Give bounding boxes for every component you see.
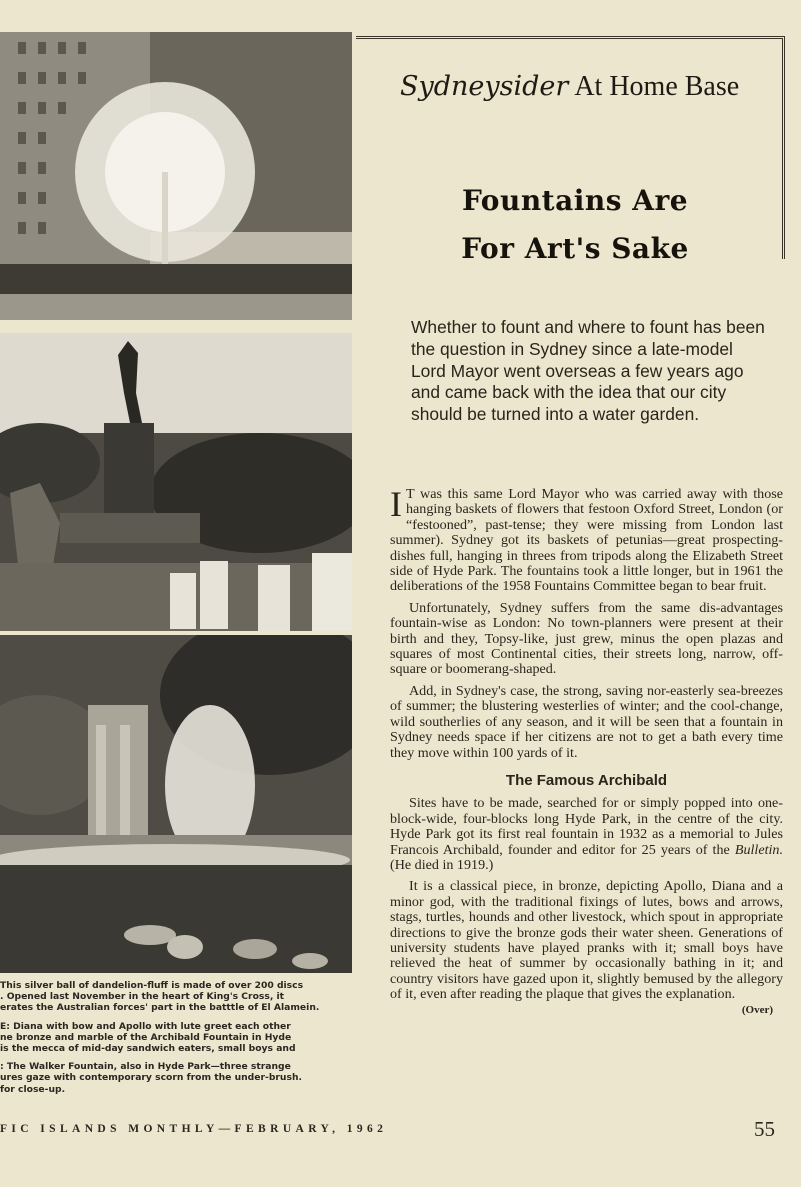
photo-captions (0, 980, 352, 1102)
paragraph-5 (390, 878, 783, 1016)
title-box (356, 36, 785, 265)
caption-2: E: Diana with bow and Apollo with lute greet each other ne bronze and marble of the Archibald Fountain in Hyde is the mecca of mid-day sandwich eaters, small boys and (0, 1020, 296, 1055)
paragraph-3: Add, in Sydney's case, the strong, saving nor-easterly sea-breezes of summer; the blustering westerlies of winter; and the cool-change, wild southerlies of any season, and it will be seen that a fountain in Sydney needs space if her citizens are not to get a bath every time they move within 100 yards of it. (390, 682, 783, 761)
headline-line-1: Fountains Are (461, 184, 689, 217)
bulletin-title: Bulletin. (734, 841, 783, 858)
column-subtitle: At Home Base (574, 71, 740, 102)
paragraph-4 (390, 796, 783, 873)
continued-marker: (Over) (741, 1003, 773, 1016)
drop-cap: I (390, 484, 402, 524)
paragraph-5-text: It is a classical piece, in bronze, depicting Apollo, Diana and a minor god, with the traditional fixings of lutes, bows and arrows, stags, turtles, hounds and other livestock, which spout in appropriate directions to give the bronze gods their water sheen. Generations of university students have played pranks with it; small boys have relieved the heat of summer by occasionally bathing in it; and country visitors have gazed upon it, slightly bemused by the allegory of it, even after reading the plaque that gives the explanation. (390, 878, 783, 1003)
page-footer (0, 1117, 801, 1141)
photo-archibald-fountain (0, 333, 352, 631)
caption-3: : The Walker Fountain, also in Hyde Park—three strange ures gaze with contemporary scorn from the under-brush. for close-up. (0, 1061, 302, 1095)
article-intro: Whether to fount and where to fount has been the question in Sydney since a late-model Lord Mayor went overseas a few years ago and came back with the idea that our city should be turned into a water garden. (411, 317, 765, 425)
headline-line-2: For Art's Sake (461, 232, 689, 265)
column-brand: Sydneysider (400, 71, 569, 102)
paragraph-1 (390, 484, 783, 595)
paragraph-2: Unfortunately, Sydney suffers from the same dis-advantages fountain-wise as London: No town-planners were present at their birth and they, Topsy-like, just grew, minus the open plazas and squares of most Continental cities, their streets long, narrow, off-square or boomerang-shaped. (390, 599, 783, 678)
photo-walker-fountain (0, 635, 352, 973)
paragraph-1-text: T was this same Lord Mayor who was carried away with those hanging baskets of flowers that festoon Oxford Street, London (or “festooned”, past-tense; they were missing from London last summer). Sydney got its baskets of petunias—great prospecting-dishes full, hanging in threes from tripods along the Elizabeth Street side of Hyde Park. The fountains took a little longer, but in 1961 the deliberations of the 1958 Fountains Committee began to bear fruit. (390, 486, 783, 595)
article-body (390, 484, 783, 1018)
paragraph-4-text: Sites have to be made, searched for or simply popped into one-block-wide, four-blocks long Hyde Park, in the centre of the city. Hyde Park got its first real fountain in 1932 as a memorial to Jules Francois Archibald, founder and editor for 25 years of the (390, 795, 783, 858)
page-number: 55 (754, 1117, 775, 1141)
photo-el-alamein-fountain (0, 32, 352, 320)
headline (356, 177, 782, 273)
paragraph-4-tail: (He died in 1919.) (390, 856, 494, 873)
caption-1: This silver ball of dandelion-fluff is made of over 200 discs . Opened last November in the heart of King's Cross, it erates the Australian forces' part in the batttle of El Alamein. (0, 980, 320, 1014)
publication-line: FIC ISLANDS MONTHLY—FEBRUARY, 1962 (0, 1123, 388, 1135)
subheading: The Famous Archibald (505, 771, 668, 789)
column-kicker (400, 71, 780, 103)
